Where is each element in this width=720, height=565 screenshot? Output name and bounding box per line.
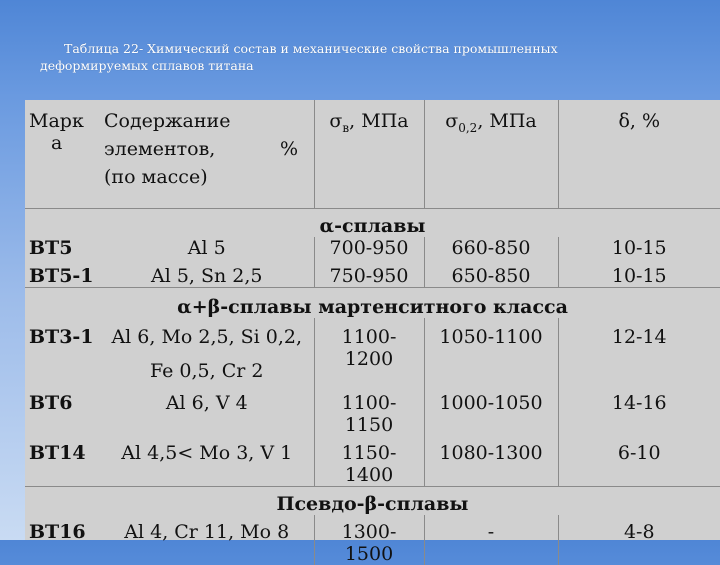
alloy-table: [25, 100, 720, 565]
table-row: [25, 515, 720, 565]
cell-content: Al 6, V 4: [165, 392, 248, 414]
cell-grade: ВТ14: [29, 442, 86, 464]
table-row: [25, 382, 720, 436]
cell-grade: ВТ16: [29, 521, 86, 543]
section-pseudo-beta: Псевдо-β-сплавы: [25, 487, 720, 516]
cell-sigma-b: 1150-1400: [314, 436, 424, 487]
cell-delta: 10-15: [558, 237, 720, 259]
cell-content: Al 5, Sn 2,5: [150, 265, 263, 287]
table-row: [25, 237, 720, 259]
header-grade: [25, 100, 100, 209]
sigma-02-unit: , МПа: [477, 110, 537, 132]
cell-content: Al 4, Cr 11, Mo 8: [124, 521, 290, 543]
cell-delta: 4-8: [558, 515, 720, 565]
cell-content: [100, 318, 314, 382]
header-grade-line1: Марк: [29, 110, 84, 132]
header-delta: δ, %: [558, 100, 720, 209]
sigma-02-subscript: 0,2: [458, 120, 478, 135]
cell-delta: 14-16: [558, 382, 720, 436]
header-content: [100, 100, 314, 209]
header-grade-line2: а: [51, 132, 63, 154]
header-content-line3: (по массе): [104, 166, 208, 188]
header-content-line2: элементов,: [104, 138, 216, 160]
cell-sigma-02: 660-850: [424, 237, 558, 259]
section-row: [25, 487, 720, 516]
cell-content: Al 5: [187, 237, 226, 259]
cell-sigma-02: 1000-1050: [424, 382, 558, 436]
section-row: [25, 209, 720, 238]
cell-delta: 10-15: [558, 259, 720, 288]
cell-grade: ВТ3-1: [29, 326, 94, 348]
header-content-line1: Содержание: [104, 110, 231, 132]
cell-content-line2: Fe 0,5, Cr 2: [150, 360, 264, 382]
table-row: [25, 436, 720, 487]
cell-sigma-02: 650-850: [424, 259, 558, 288]
cell-sigma-02: -: [424, 515, 558, 565]
cell-content-line1: Al 6, Mo 2,5, Si 0,2,: [111, 326, 303, 348]
header-content-percent: %: [280, 138, 299, 160]
cell-grade: ВТ5: [29, 237, 73, 259]
cell-content: Al 4,5< Mo 3, V 1: [121, 442, 293, 464]
cell-sigma-b: 700-950: [314, 237, 424, 259]
cell-grade: ВТ5-1: [29, 265, 94, 287]
table-caption: [40, 40, 700, 74]
cell-sigma-b: 1300-1500: [314, 515, 424, 565]
caption-line-2: деформируемых сплавов титана: [40, 58, 254, 73]
section-alpha: α-сплавы: [25, 209, 720, 238]
sigma-b-unit: , МПа: [349, 110, 409, 132]
section-alpha-beta: α+β-сплавы мартенситного класса: [25, 288, 720, 319]
sigma-b-subscript: в: [342, 120, 350, 135]
sigma-symbol: σ: [445, 110, 459, 132]
header-sigma-b: [314, 100, 424, 209]
cell-sigma-02: 1050-1100: [424, 318, 558, 382]
cell-sigma-02: 1080-1300: [424, 436, 558, 487]
table-row: [25, 318, 720, 382]
header-sigma-02: [424, 100, 558, 209]
cell-grade: ВТ6: [29, 392, 73, 414]
sigma-symbol: σ: [329, 110, 343, 132]
cell-sigma-b: 1100-1200: [314, 318, 424, 382]
cell-delta: 12-14: [558, 318, 720, 382]
cell-sigma-b: 1100-1150: [314, 382, 424, 436]
header-row: [25, 100, 720, 209]
cell-delta: 6-10: [558, 436, 720, 487]
section-row: [25, 288, 720, 319]
table-row: [25, 259, 720, 288]
cell-sigma-b: 750-950: [314, 259, 424, 288]
caption-line-1: Таблица 22- Химический состав и механические свойства промышленных: [64, 41, 558, 56]
